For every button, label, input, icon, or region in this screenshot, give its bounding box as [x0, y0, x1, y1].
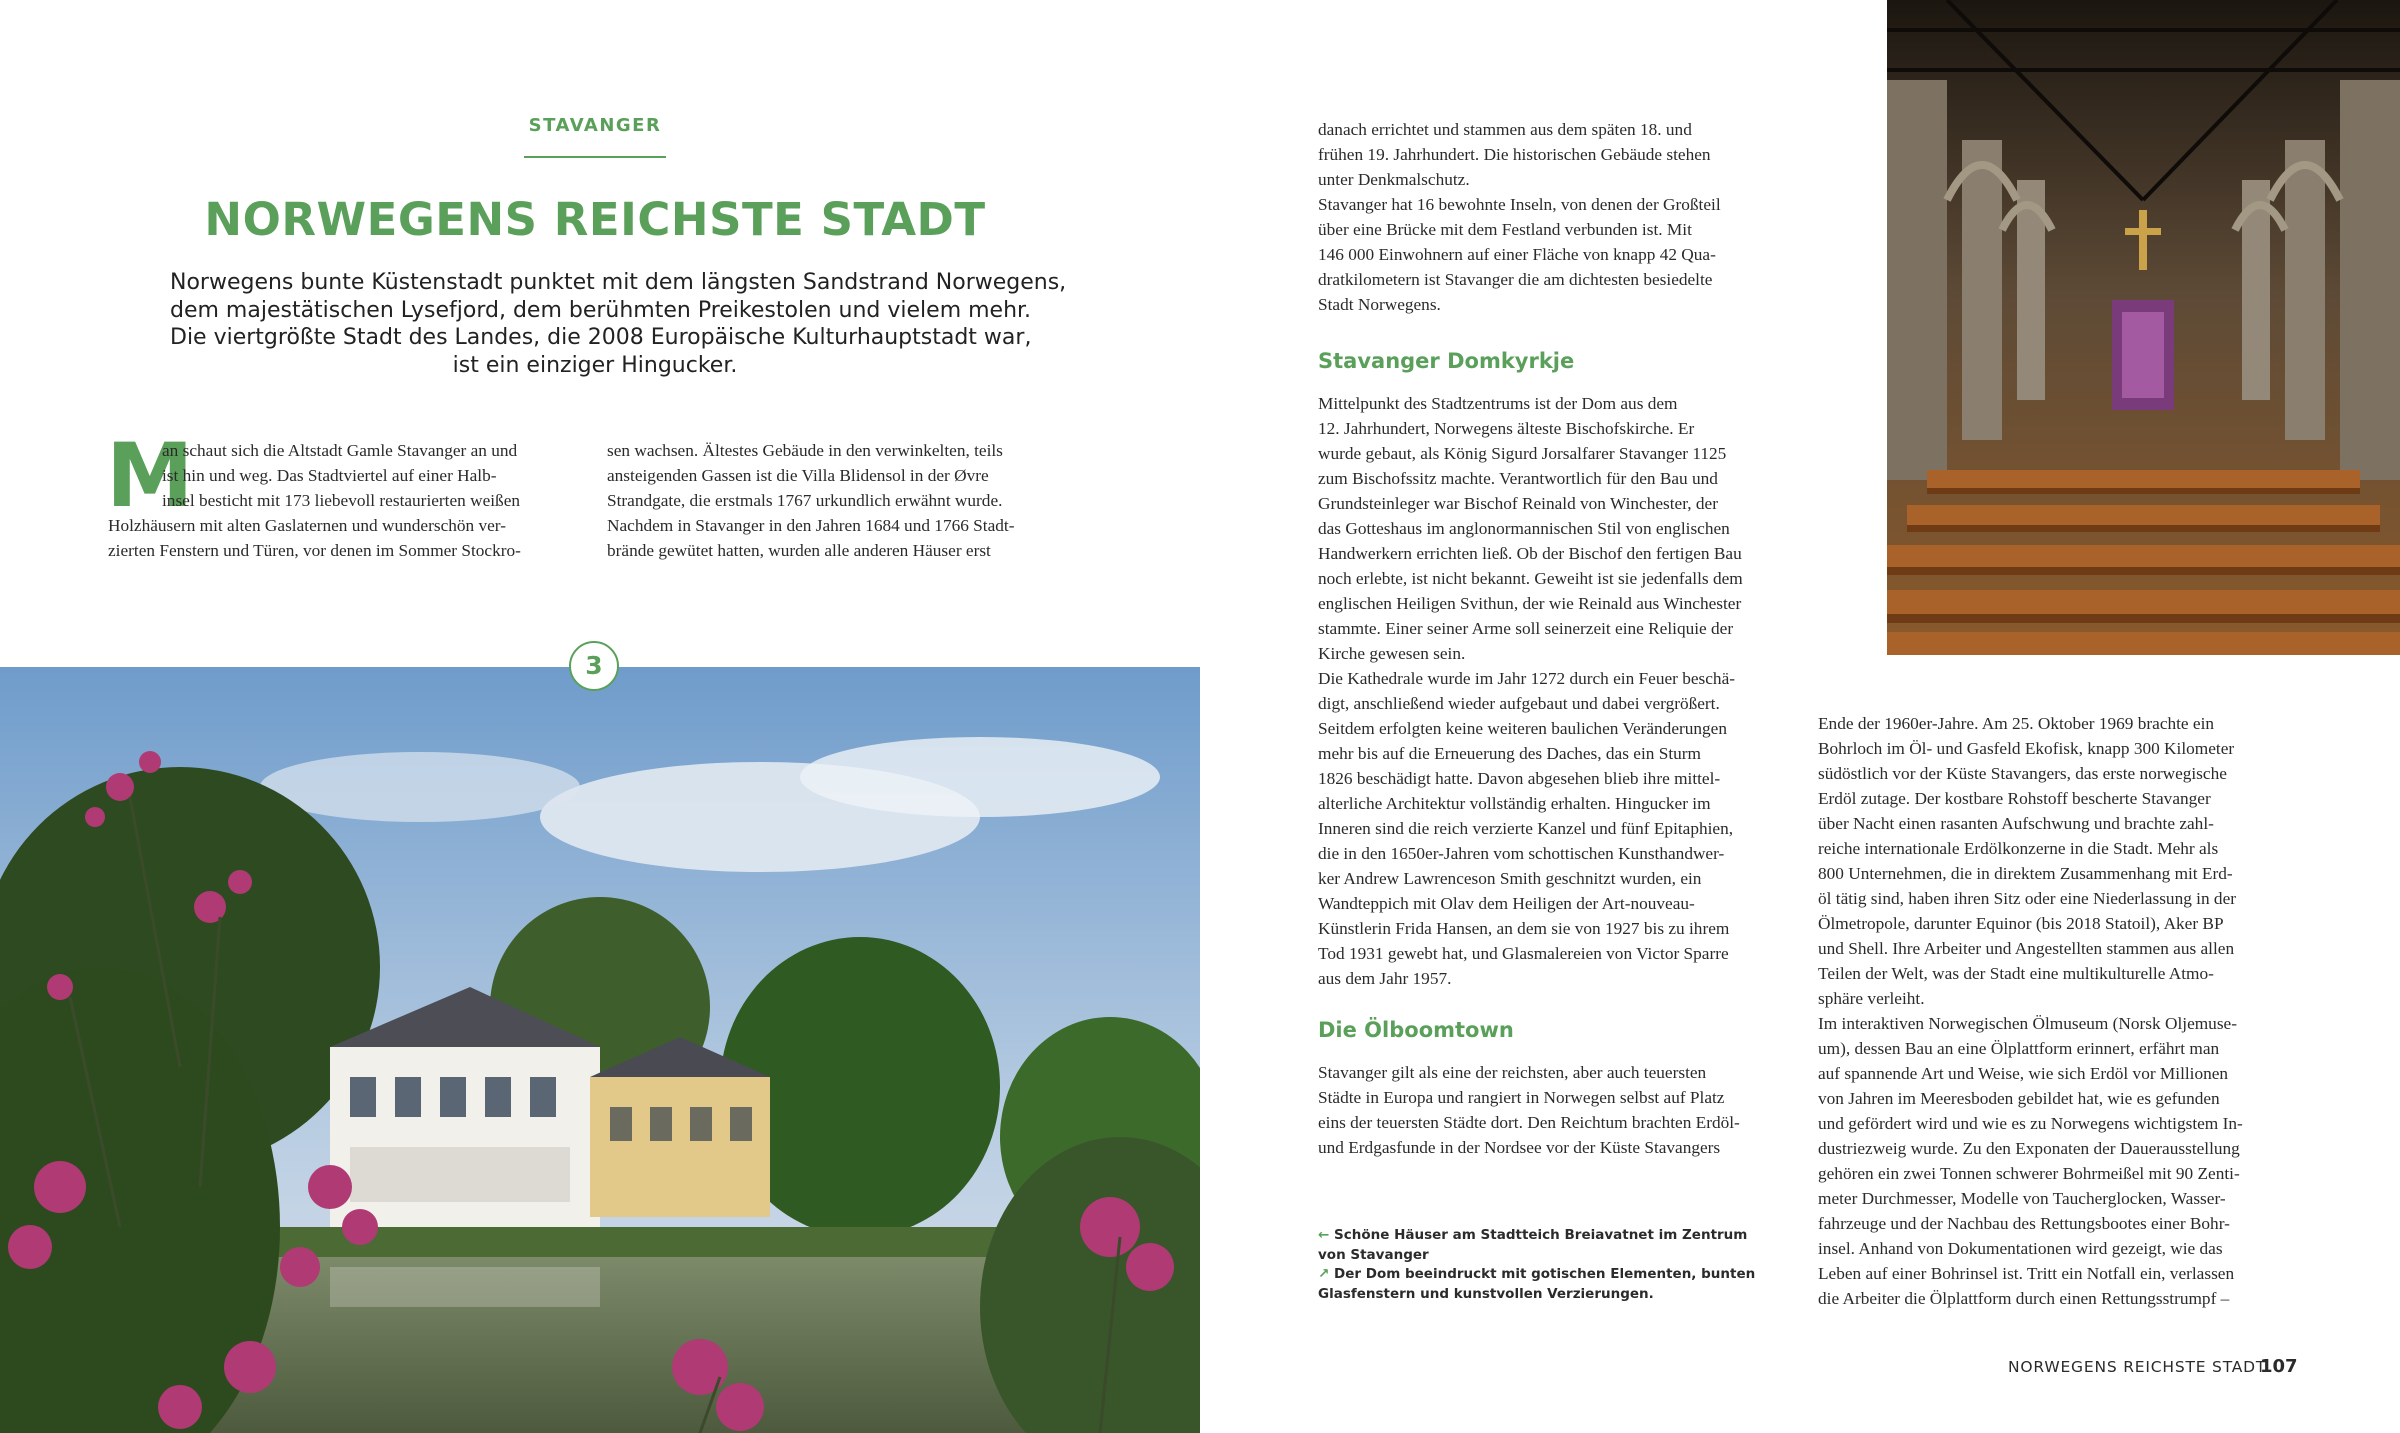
middle-column-oel	[1318, 1060, 1798, 1160]
text-line: Ölmetropole, darunter Equinor (bis 2018 Statoil), Aker BP	[1818, 914, 2224, 933]
text-line: 12. Jahrhundert, Norwegens älteste Bischofskirche. Er	[1318, 419, 1695, 438]
photo-stavanger-cathedral	[1887, 0, 2400, 655]
text-line: das Gotteshaus im anglonormannischen Stil von englischen	[1318, 519, 1730, 538]
subheading-oelboomtown: Die Ölboomtown	[1318, 1018, 1514, 1042]
text-line: sphäre verleiht.	[1818, 989, 1925, 1008]
text-line: zierten Fenstern und Türen, vor denen im Sommer Stockro-	[108, 541, 521, 560]
middle-column-top	[1318, 117, 1798, 317]
chapter-number-badge: 3	[569, 641, 619, 691]
text-line: brände gewütet hatten, wurden alle anderen Häuser erst	[607, 541, 991, 560]
text-line: danach errichtet und stammen aus dem späten 18. und	[1318, 120, 1692, 139]
text-line: und Shell. Ihre Arbeiter und Angestellten stammen aus allen	[1818, 939, 2235, 958]
photo-captions	[1318, 1226, 1758, 1304]
caption-text: Glasfenstern und kunstvollen Verzierungen.	[1318, 1285, 1654, 1302]
photo-breiavatnet-houses	[0, 667, 1200, 1433]
text-line: die Arbeiter die Ölplattform durch einen Rettungsstrumpf –	[1818, 1289, 2230, 1308]
text-line: stammte. Einer seiner Arme soll seinerzeit eine Reliquie der	[1318, 619, 1734, 638]
text-line: Im interaktiven Norwegischen Ölmuseum (Norsk Oljemuse-	[1818, 1014, 2237, 1033]
cathedral-illustration	[1887, 0, 2400, 655]
text-line: sen wachsen. Ältestes Gebäude in den verwinkelten, teils	[607, 441, 1003, 460]
lake-illustration	[0, 667, 1200, 1433]
text-line: eins der teuersten Städte dort. Den Reichtum brachten Erdöl-	[1318, 1113, 1740, 1132]
text-line: Wandteppich mit Olav dem Heiligen der Art-nouveau-	[1318, 894, 1695, 913]
text-line: insel. Anhand von Dokumentationen wird gezeigt, wie das	[1818, 1239, 2223, 1258]
text-line: Erdöl zutage. Der kostbare Rohstoff bescherte Stavanger	[1818, 789, 2211, 808]
text-line: meter Durchmesser, Modelle von Taucherglocken, Wasser-	[1818, 1189, 2226, 1208]
text-line: Seitdem erfolgten keine weiteren baulichen Veränderungen	[1318, 719, 1727, 738]
running-footer-title: NORWEGENS REICHSTE STADT	[2008, 1358, 2267, 1376]
text-line: Stavanger gilt als eine der reichsten, aber auch teuersten	[1318, 1063, 1707, 1082]
text-line: Nachdem in Stavanger in den Jahren 1684 und 1766 Stadt-	[607, 516, 1015, 535]
text-line: Strandgate, die erstmals 1767 urkundlich erwähnt wurde.	[607, 491, 1003, 510]
text-line: aus dem Jahr 1957.	[1318, 969, 1452, 988]
text-line: Stavanger hat 16 bewohnte Inseln, von denen der Großteil	[1318, 195, 1721, 214]
text-line: Städte in Europa und rangiert in Norwegen selbst auf Platz	[1318, 1088, 1725, 1107]
text-line: insel besticht mit 173 liebevoll restaurierten weißen	[162, 491, 521, 510]
text-line: südöstlich vor der Küste Stavangers, das erste norwegische	[1818, 764, 2227, 783]
caption-text: Schöne Häuser am Stadtteich Breiavatnet im Zentrum	[1334, 1227, 1748, 1243]
text-line: alterliche Architektur vollständig erhalten. Hingucker im	[1318, 794, 1711, 813]
text-line: die in den 1650er-Jahren vom schottischen Kunsthandwer-	[1318, 844, 1725, 863]
text-line: reiche internationale Erdölkonzerne in die Stadt. Mehr als	[1818, 839, 2219, 858]
text-line: noch erlebte, ist nicht bekannt. Geweiht ist sie jedenfalls dem	[1318, 569, 1743, 588]
text-line: unter Denkmalschutz.	[1318, 170, 1470, 189]
text-line: 146 000 Einwohnern auf einer Fläche von knapp 42 Qua-	[1318, 245, 1716, 264]
middle-column-dom	[1318, 391, 1798, 991]
text-line: dratkilometern ist Stavanger die am dichtesten besiedelte	[1318, 270, 1713, 289]
lead-line: dem majestätischen Lysefjord, dem berühmten Preikestolen und vielem mehr.	[170, 297, 1032, 323]
lead-line: Norwegens bunte Küstenstadt punktet mit dem längsten Sandstrand Norwegens,	[170, 270, 1067, 295]
text-line: von Jahren im Meeresboden gebildet hat, wie es gefunden	[1818, 1089, 2220, 1108]
text-line: Teilen der Welt, was der Stadt eine multikulturelle Atmo-	[1818, 964, 2214, 983]
arrow-up-right-icon: ↗	[1318, 1266, 1330, 1282]
text-line: dustriezweig wurde. Zu den Exponaten der Dauerausstellung	[1818, 1139, 2240, 1158]
text-line: Künstlerin Frida Hansen, an dem sie von 1927 bis zu ihrem	[1318, 919, 1730, 938]
text-line: öl tätig sind, haben ihren Sitz oder eine Niederlassung in der	[1818, 889, 2236, 908]
lead-paragraph	[170, 269, 1067, 379]
text-line: um), dessen Bau an eine Ölplattform erinnert, erfährt man	[1818, 1039, 2220, 1058]
caption-text: Der Dom beeindruckt mit gotischen Elementen, bunten	[1334, 1266, 1756, 1282]
text-line: an schaut sich die Altstadt Gamle Stavanger an und	[162, 441, 518, 460]
text-line: Kirche gewesen sein.	[1318, 644, 1466, 663]
text-line: gehören ein zwei Tonnen schwerer Bohrmeißel mit 90 Zenti-	[1818, 1164, 2240, 1183]
kicker-underline	[524, 156, 666, 158]
text-line: Die Kathedrale wurde im Jahr 1272 durch ein Feuer beschä-	[1318, 669, 1735, 688]
text-line: zum Bischofssitz machte. Verantwortlich für den Bau und	[1318, 469, 1718, 488]
caption-text: von Stavanger	[1318, 1246, 1429, 1263]
drop-cap: M	[106, 424, 194, 527]
text-line: Grundsteinleger war Bischof Reinald von Winchester, der	[1318, 494, 1718, 513]
text-line: und gefördert wird und wie es zu Norwegens wichtigstem In-	[1818, 1114, 2243, 1133]
text-line: Mittelpunkt des Stadtzentrums ist der Dom aus dem	[1318, 394, 1678, 413]
subheading-domkyrkje: Stavanger Domkyrkje	[1318, 349, 1575, 373]
section-kicker: STAVANGER	[528, 115, 662, 136]
text-line: 800 Unternehmen, die in direktem Zusammenhang mit Erd-	[1818, 864, 2233, 883]
text-line: und Erdgasfunde in der Nordsee vor der Küste Stavangers	[1318, 1138, 1721, 1157]
text-line: Tod 1931 gewebt hat, und Glasmalereien von Victor Sparre	[1318, 944, 1729, 963]
text-line: über Nacht einen rasanten Aufschwung und brachte zahl-	[1818, 814, 2214, 833]
lead-line: ist ein einziger Hingucker.	[452, 352, 738, 378]
text-line: Inneren sind die reich verzierte Kanzel und fünf Epitaphien,	[1318, 819, 1734, 838]
lead-line: Die viertgrößte Stadt des Landes, die 2008 Europäische Kulturhauptstadt war,	[170, 325, 1032, 350]
text-line: über eine Brücke mit dem Festland verbunden ist. Mit	[1318, 220, 1692, 239]
text-line: frühen 19. Jahrhundert. Die historischen Gebäude stehen	[1318, 145, 1711, 164]
page-number: 107	[2260, 1356, 2298, 1377]
text-line: ker Andrew Lawrenceson Smith geschnitzt wurden, ein	[1318, 869, 1702, 888]
text-line: Handwerkern errichten ließ. Ob der Bischof den fertigen Bau	[1318, 544, 1742, 563]
text-line: ansteigenden Gassen ist die Villa Blidensol in der Øvre	[607, 466, 989, 485]
intro-column-1	[108, 438, 583, 563]
right-column	[1818, 711, 2288, 1311]
text-line: digt, anschließend wieder aufgebaut und dabei vergrößert.	[1318, 694, 1720, 713]
arrow-left-icon: ←	[1318, 1227, 1330, 1243]
intro-column-2	[607, 438, 1082, 563]
text-line: Holzhäusern mit alten Gaslaternen und wunderschön ver-	[108, 516, 506, 535]
text-line: Bohrloch im Öl- und Gasfeld Ekofisk, knapp 300 Kilometer	[1818, 739, 2235, 758]
text-line: ist hin und weg. Das Stadtviertel auf einer Halb-	[162, 466, 497, 485]
text-line: Ende der 1960er-Jahre. Am 25. Oktober 1969 brachte ein	[1818, 714, 2215, 733]
text-line: englischen Heiligen Svithun, der wie Reinald aus Winchester	[1318, 594, 1742, 613]
text-line: Stadt Norwegens.	[1318, 295, 1441, 314]
text-line: mehr bis auf die Erneuerung des Daches, das ein Sturm	[1318, 744, 1701, 763]
text-line: auf spannende Art und Weise, wie sich Erdöl vor Millionen	[1818, 1064, 2229, 1083]
text-line: 1826 beschädigt hatte. Davon abgesehen blieb ihre mittel-	[1318, 769, 1721, 788]
text-line: Leben auf einer Bohrinsel ist. Tritt ein Notfall ein, verlassen	[1818, 1264, 2235, 1283]
text-line: fahrzeuge und der Nachbau des Rettungsbootes einer Bohr-	[1818, 1214, 2230, 1233]
chapter-title: NORWEGENS REICHSTE STADT	[204, 193, 986, 246]
caption-1	[1318, 1226, 1758, 1246]
text-line: wurde gebaut, als König Sigurd Jorsalfarer Stavanger 1125	[1318, 444, 1727, 463]
caption-2	[1318, 1265, 1758, 1285]
